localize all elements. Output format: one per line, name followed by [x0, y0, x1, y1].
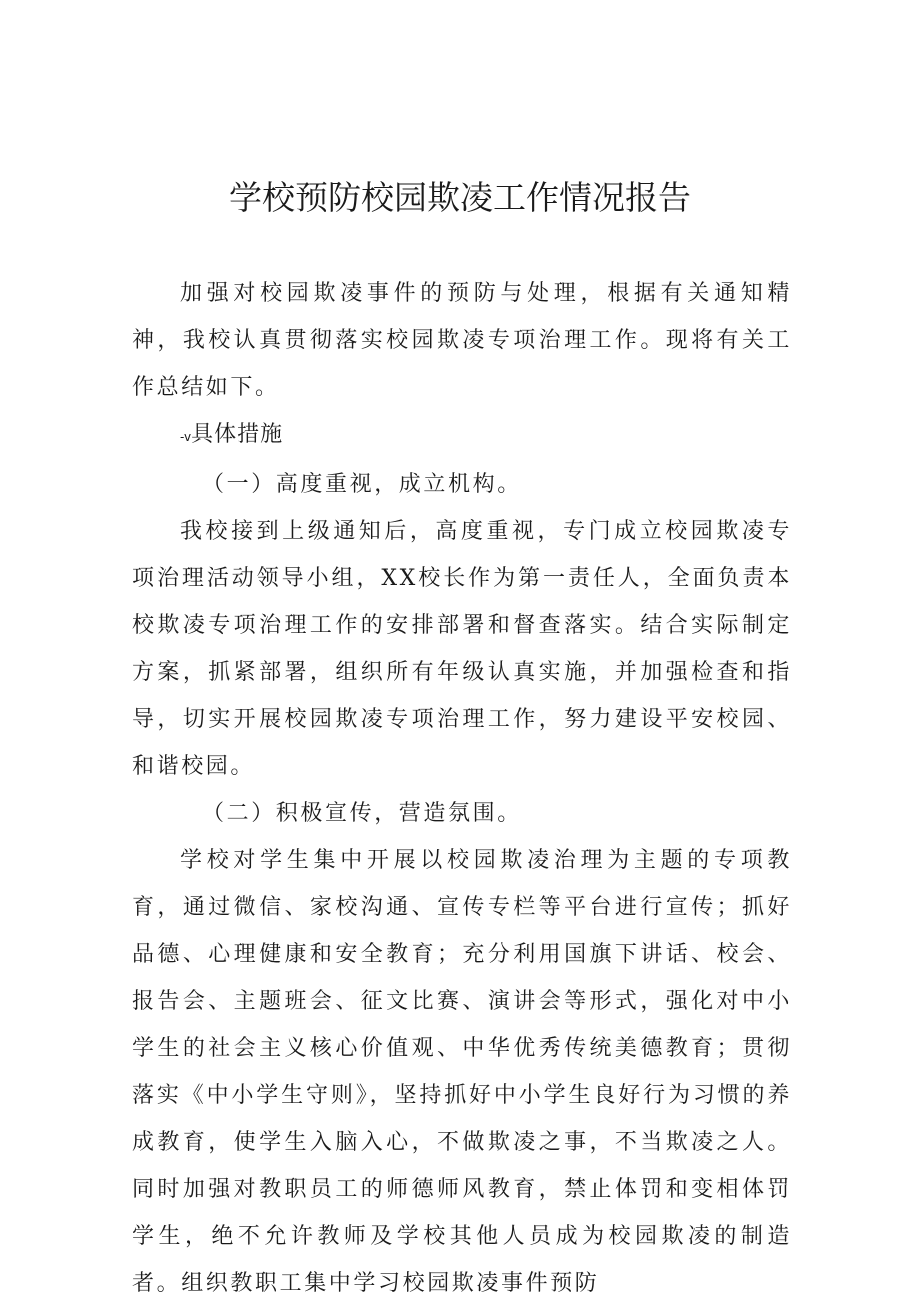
subsection-heading-2: （二）积极宣传，营造氛围。: [202, 801, 522, 826]
section-heading-text: 具体措施: [191, 422, 284, 447]
intro-paragraph: 加强对校园欺凌事件的预防与处理，根据有关通知精神，我校认真贯彻落实校园欺凌专项治理工作。现将有关工作总结如下。: [132, 281, 792, 400]
subsection-body-1: 我校接到上级通知后，高度重视，专门成立校园欺凌专项治理活动领导小组，XX校长作为第一责任人，全面负责本校欺凌专项治理工作的安排部署和督查落实。结合实际制定方案，抓紧部署，组织所有年级认真实施，并加强检查和指导，切实开展校园欺凌专项治理工作，努力建设平安校园、和谐校园。: [132, 519, 792, 779]
subsection-body-2: 学校对学生集中开展以校园欺凌治理为主题的专项教育，通过微信、家校沟通、宣传专栏等平台进行宣传；抓好品德、心理健康和安全教育；充分利用国旗下讲话、校会、报告会、主题班会、征文比赛、演讲会等形式，强化对中小学生的社会主义核心价值观、中华优秀传统美德教育；贯彻落实《中小学生守则》，坚持抓好中小学生良好行为习惯的养成教育，使学生入脑入心，不做欺凌之事，不当欺凌之人。同时加强对教职员工的师德师风教育，禁止体罚和变相体罚学生，绝不允许教师及学校其他人员成为校园欺凌的制造者。组织教职工集中学习校园欺凌事件预防: [132, 848, 792, 1296]
subsection-heading-1: （一）高度重视，成立机构。: [202, 472, 522, 497]
document-title: 学校预防校园欺凌工作情况报告: [229, 178, 691, 217]
document-body: [132, 270, 792, 1307]
section-heading: [132, 411, 792, 461]
section-mark: -v: [180, 430, 192, 444]
